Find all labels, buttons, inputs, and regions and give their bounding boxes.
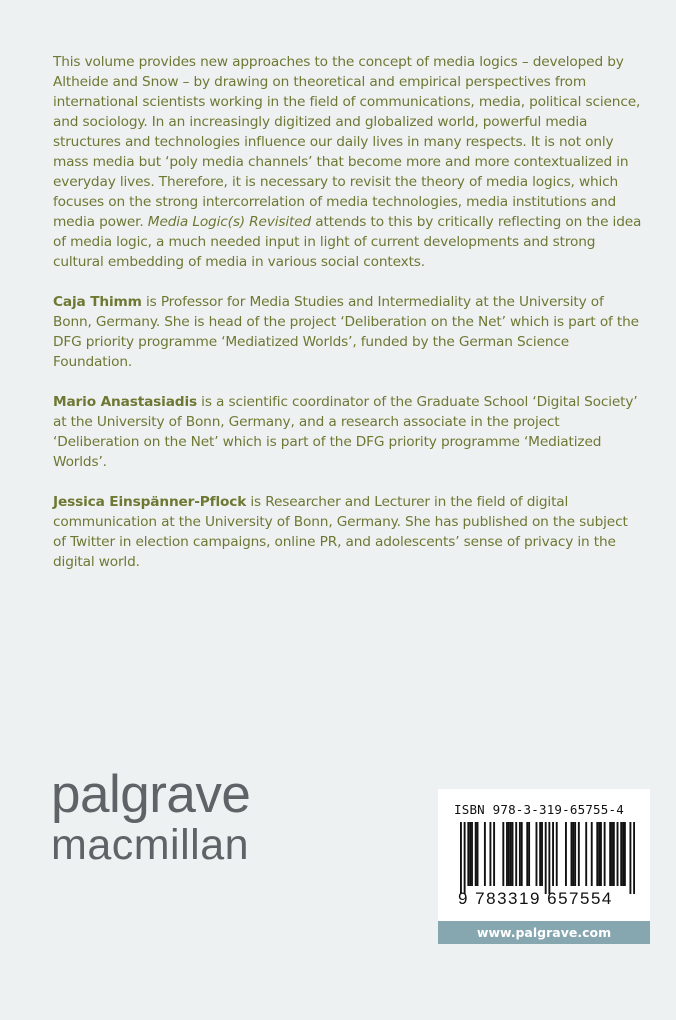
barcode-bar [539,822,541,886]
barcode-bar [617,822,619,886]
author-name: Caja Thimm [53,294,142,310]
author-bio-thimm [53,292,643,372]
author-name: Mario Anastasiadis [53,394,197,410]
description-text-part2: attends to this by critically reflecting on the idea of media logic, a much needed input in light of current developments and strong cultural embedding of media in various social contexts. [53,214,642,270]
publisher-website: www.palgrave.com [438,921,650,944]
barcode-bar [477,822,479,886]
barcode-bar [574,822,576,886]
barcode-bar [545,822,547,894]
barcode-bar [624,822,626,886]
publisher-logo-line2: macmillan [51,821,250,869]
barcode-bar [512,822,514,886]
barcode-bar [515,822,517,886]
barcode-bar [489,822,491,886]
barcode-bar [526,822,528,886]
publisher-logo-line1: palgrave [51,765,251,824]
barcode-bar [585,822,587,886]
barcode-bar [536,822,538,886]
barcode-bar [469,822,471,886]
isbn-barcode [438,789,650,921]
back-cover-blurb [53,52,643,592]
barcode-bar [519,822,521,886]
author-bio-anastasiadis [53,392,643,472]
barcode-bar [541,822,543,886]
barcode-bar [622,822,624,886]
barcode-bar [471,822,473,886]
isbn-label: ISBN 978-3-319-65755-4 [454,802,624,817]
barcode-bar [521,822,523,886]
barcode-bar [565,822,567,886]
author-bio-text: is a scientific coordinator of the Graduate School ‘Digital Society’ at the University of Bonn, Germany, and a research associate in the project ‘Deliberation on the Net’ which is part of the DFG priority programme ‘Mediatized Worlds’. [53,394,638,470]
author-name: Jessica Einspänner-Pflock [53,494,247,510]
barcode-bar [598,822,600,886]
author-bio-text: is Professor for Media Studies and Intermediality at the University of Bonn, Germany. She is head of the project ‘Deliberation on the Net’ which is part of the DFG priority programme ‘Mediatized Worlds’, funded by the German Science Foundation. [53,294,639,370]
barcode-bar [493,822,495,886]
barcode-bar [609,822,611,886]
barcode-bar [467,822,469,886]
author-bio-einspanner-pflock [53,492,643,572]
barcode-bar [510,822,512,886]
barcode-bar [620,822,622,886]
description-text-part1: This volume provides new approaches to the concept of media logics – developed by Altheide and Snow – by drawing on theoretical and empirical perspectives from international scientists working in the field of communications, media, political science, and sociology. In an increasingly digitized and globalized world, powerful media structures and technologies influence our daily lives in many respects. It is not only mass media but ‘poly media channels’ that become more and more contextualized in everyday lives. Therefore, it is necessary to revisit the theory of media logics, which focuses on the strong intercorrelation of media technologies, media institutions and media power. [53,54,641,230]
barcode-bar [528,822,530,886]
barcode-bar [596,822,598,886]
barcode-bar [460,822,462,894]
barcode-bar [556,822,558,886]
barcode-bar [578,822,580,886]
barcode-bar [571,822,573,886]
barcode-bar [548,822,550,894]
description-paragraph [53,52,643,272]
barcode-bar [572,822,574,886]
barcode-bar [604,822,606,886]
barcode-bar [613,822,615,886]
ean-digits: 9 783319 657554 [458,889,613,908]
barcode-bar [629,822,631,894]
barcode-bar [475,822,477,886]
barcode-bar [633,822,635,894]
barcode-bar [506,822,508,886]
publisher-logo [51,765,251,869]
barcode-bar [591,822,593,886]
barcode-bar [611,822,613,886]
barcode-bars [460,822,635,894]
barcode-bar [552,822,554,886]
barcode-bar [508,822,510,886]
author-bio-text: is Researcher and Lecturer in the field of digital communication at the University of Bonn, Germany. She has published on the subject of Twitter in election campaigns, online PR, and adolescents’ sense of privacy in the digital world. [53,494,628,570]
barcode-bar [502,822,504,886]
barcode-bar [600,822,602,886]
barcode-bar [464,822,466,894]
book-title-italic: Media Logic(s) Revisited [147,214,312,230]
barcode-bar [484,822,486,886]
